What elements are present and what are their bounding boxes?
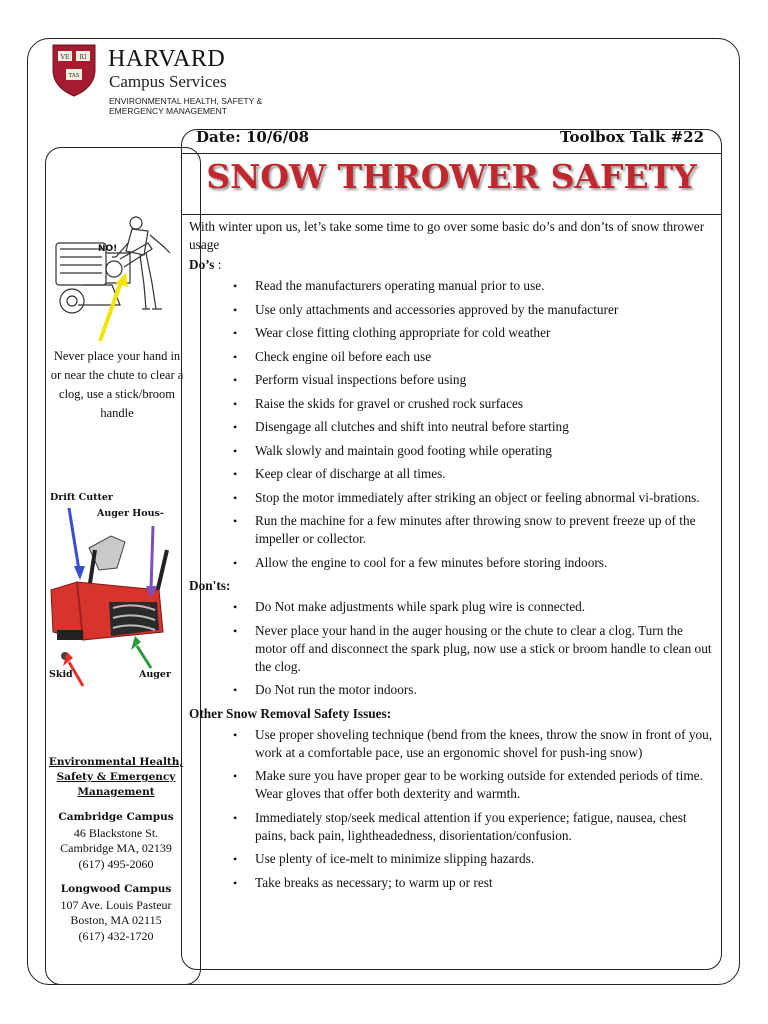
auger-housing-label: Auger Hous-	[97, 508, 164, 519]
dos-list	[189, 277, 717, 572]
shield-text-ri: RI	[79, 54, 87, 61]
drift-cutter-label: Drift Cutter	[50, 492, 113, 503]
contact-heading: Environmental Health, Safety & Emergency Management	[48, 756, 184, 798]
department-line-1: ENVIRONMENTAL HEALTH, SAFETY &	[109, 96, 263, 106]
longwood-address-line-1: 107 Ave. Louis Pasteur	[60, 897, 172, 912]
department-line-2: EMERGENCY MANAGEMENT	[109, 106, 227, 116]
list-item: • Run the machine for a few minutes after throwing snow to prevent freeze up of the impeller or collector.	[255, 512, 717, 548]
other-issues-heading: Other Snow Removal Safety Issues:	[189, 705, 392, 721]
list-item: • Allow the engine to cool for a few minutes before storing indoors.	[255, 554, 717, 572]
list-item: • Do Not make adjustments while spark plug wire is connected.	[255, 598, 717, 616]
longwood-phone: (617) 432-1720	[78, 928, 154, 943]
chute-warning-caption: Never place your hand in or near the chute to clear a clog, use a stick/broom handle	[50, 349, 184, 420]
list-item: • Disengage all clutches and shift into neutral before starting	[255, 418, 717, 436]
list-item: • Wear close fitting clothing appropriate for cold weather	[255, 324, 717, 342]
list-item: • Stop the motor immediately after striking an object or feeling abnormal vi-brations.	[255, 489, 717, 507]
article-body	[189, 218, 717, 897]
org-name: HARVARD	[108, 46, 226, 72]
list-item: • Use only attachments and accessories approved by the manufacturer	[255, 301, 717, 319]
dos-heading: Do’s :	[189, 257, 222, 272]
list-item: • Use proper shoveling technique (bend from the knees, throw the snow in front of you, work at a comfortable pace, use an ergonomic shovel for push-ing snow)	[255, 726, 717, 762]
harvard-shield-logo	[50, 42, 98, 98]
cambridge-address-line-1: 46 Blackstone St.	[73, 825, 159, 840]
shield-text-ve: VE	[60, 54, 70, 61]
page-title: SNOW THROWER SAFETY	[206, 157, 697, 196]
hand-in-chute-illustration	[52, 213, 176, 343]
contact-block	[48, 755, 184, 944]
no-label: NO!	[98, 244, 118, 254]
list-item: • Never place your hand in the auger housing or the chute to clear a clog. Turn the motor off and disconnect the spark plug, now use a stick or broom handle to clean out the clog.	[255, 622, 717, 676]
list-item: • Raise the skids for gravel or crushed rock surfaces	[255, 395, 717, 413]
talk-date: Date: 10/6/08	[196, 128, 310, 146]
list-item: • Use plenty of ice-melt to minimize slipping hazards.	[255, 850, 717, 868]
longwood-address-line-2: Boston, MA 02115	[70, 913, 162, 927]
auger-label: Auger	[139, 669, 171, 680]
org-subtitle: Campus Services	[109, 72, 227, 91]
snow-thrower-parts-diagram	[47, 490, 177, 690]
list-item: • Check engine oil before each use	[255, 348, 717, 366]
shield-text-tas: TAS	[68, 73, 80, 79]
list-item: • Perform visual inspections before using	[255, 371, 717, 389]
toolbox-talk-number: Toolbox Talk #22	[560, 128, 705, 146]
list-item: • Read the manufacturers operating manual prior to use.	[255, 277, 717, 295]
list-item: • Keep clear of discharge at all times.	[255, 465, 717, 483]
skid-label: Skid	[49, 669, 73, 680]
list-item: • Do Not run the motor indoors.	[255, 681, 717, 699]
list-item: • Take breaks as necessary; to warm up or rest	[255, 874, 717, 892]
donts-heading: Don'ts:	[189, 578, 231, 593]
list-item: • Make sure you have proper gear to be working outside for extended periods of time. Wear gloves that offer both dexterity and warmth.	[255, 767, 717, 803]
longwood-campus-name: Longwood Campus	[60, 883, 172, 895]
intro-paragraph: With winter upon us, let’s take some time to go over some basic do’s and don’ts of snow thrower usage	[189, 219, 705, 252]
other-issues-list	[189, 726, 717, 892]
department-name	[109, 96, 279, 116]
cambridge-phone: (617) 495-2060	[78, 856, 154, 871]
cambridge-address-line-2: Cambridge MA, 02139	[60, 841, 172, 855]
donts-list	[189, 598, 717, 699]
list-item: • Immediately stop/seek medical attention if you experience; fatigue, nausea, chest pains, back pain, lightheadedness, disorientation/confusion.	[255, 809, 717, 845]
cambridge-campus-name: Cambridge Campus	[58, 811, 174, 823]
list-item: • Walk slowly and maintain good footing while operating	[255, 442, 717, 460]
